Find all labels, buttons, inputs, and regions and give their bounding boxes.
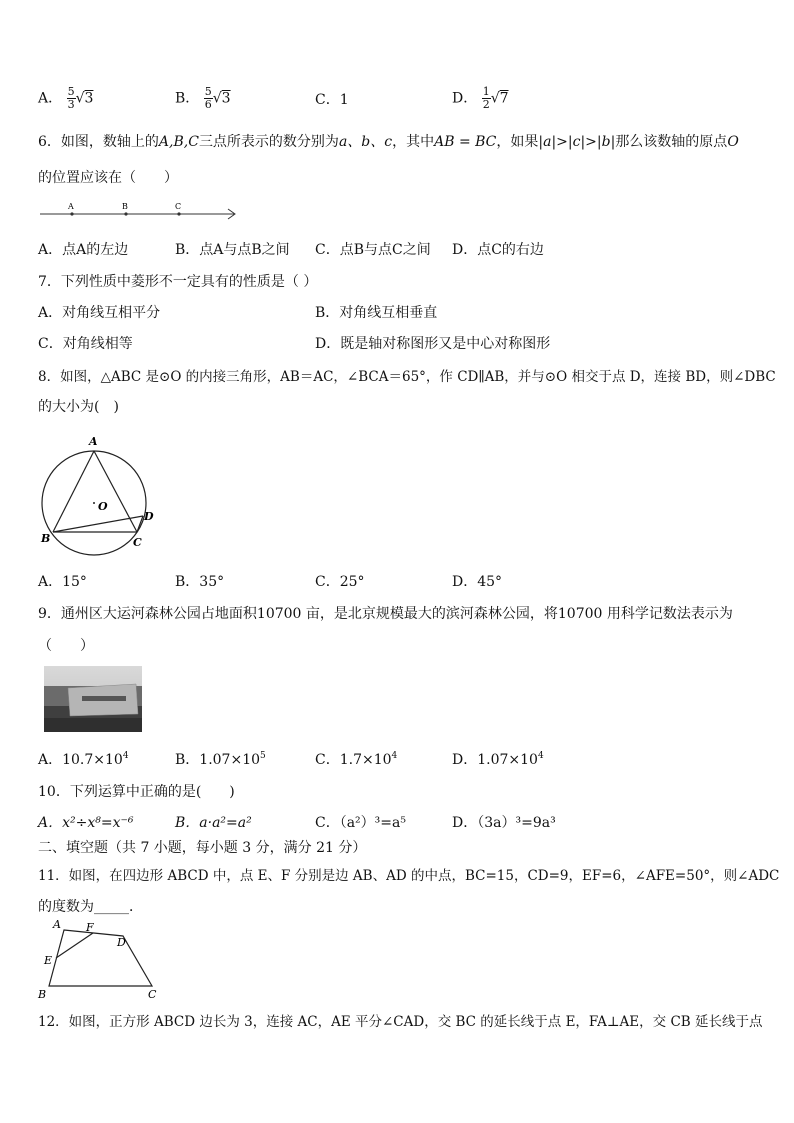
q11-stem-line2: 的度数为_____．	[38, 899, 143, 915]
q9-option-a: A．$10.7\times 10^4$	[38, 751, 129, 768]
q10-option-a: A．x²÷x⁸=x⁻⁶	[38, 815, 134, 831]
q10-stem: 10．下列运算中正确的是( )	[38, 784, 235, 800]
q7-stem: 7．下列性质中菱形不一定具有的性质是（ ）	[38, 274, 318, 290]
q9-stem-line2: （ ）	[38, 638, 94, 654]
q8-option-c: C．25°	[315, 574, 365, 590]
axis-label-c: C	[175, 202, 182, 211]
q11-stem-line1: 11．如图，在四边形 ABCD 中，点 E、F 分别是边 AB、AD 的中点，BC=15，CD=9，EF=6，∠AFE=50°，则∠ADC	[38, 868, 780, 884]
q12-stem-line1: 12．如图，正方形 ABCD 边长为 3，连接 AC，AE 平分∠CAD，交 BC 的延长线于点 E，FA⊥AE，交 CB 延长线于点	[38, 1014, 763, 1030]
label-d: D	[144, 510, 154, 523]
q8-option-b: B．35°	[175, 574, 225, 590]
q10-option-c: C．（a²）³=a⁵	[315, 815, 406, 831]
point-a-dot	[70, 212, 73, 215]
q8-option-a: A．15°	[38, 574, 87, 590]
label-a: A	[89, 435, 98, 448]
q9-option-d: D．$1.07\times 10^4$	[452, 751, 544, 768]
q8-stem-line1: 8．如图，△ABC 是⊙O 的内接三角形，AB＝AC，∠BCA＝65°，作 CD∥AB，并与⊙O 相交于点 D，连接 BD，则∠DBC	[38, 369, 776, 385]
q6-option-a: A．点A的左边	[38, 242, 129, 258]
q7-option-d: D．既是轴对称图形又是中心对称图形	[315, 336, 551, 352]
q7-option-b: B．对角线互相垂直	[315, 305, 438, 321]
section-heading: 二、填空题（共 7 小题，每小题 3 分，满分 21 分）	[38, 840, 367, 856]
axis-label-a: A	[68, 202, 74, 211]
q8-option-d: D．45°	[452, 574, 503, 590]
label-b: B	[38, 988, 47, 1001]
q7-option-c: C．对角线相等	[38, 336, 133, 352]
q6-stem-line1: 6．如图，数轴上的A,B,C三点所表示的数分别为a、b、c，其中AB = BC，如果|a|>|c|>|b|那么该数轴的原点O	[38, 134, 739, 150]
q6-option-d: D．点C的右边	[452, 242, 544, 258]
circle-triangle-figure	[38, 430, 163, 550]
label-f: F	[86, 921, 94, 934]
label-c: C	[133, 536, 142, 549]
q5-option-c: C．1	[315, 92, 349, 108]
q9-stem-line1: 9．通州区大运河森林公园占地面积10700 亩，是北京规模最大的滨河森林公园，将10700 用科学记数法表示为	[38, 606, 733, 622]
q8-stem-line2: 的大小为( )	[38, 399, 119, 415]
q5-option-d: D． $\frac{1}{2}$ √7	[452, 85, 509, 111]
q10-option-b: B．a·a²=a²	[175, 815, 252, 831]
label-o: O	[98, 500, 108, 513]
point-b-dot	[124, 212, 127, 215]
q5-option-b: B． $\frac{5}{6}$ √3	[175, 85, 231, 111]
point-c-dot	[177, 212, 180, 215]
q7-option-a: A．对角线互相平分	[38, 305, 161, 321]
q9-option-c: C．$1.7\times 10^4$	[315, 751, 398, 768]
q5-option-a: A． $\frac{5}{3}$ √3	[38, 85, 94, 111]
label-c: C	[148, 988, 157, 1001]
quadrilateral-figure	[38, 918, 168, 1004]
q6-option-b: B．点A与点B之间	[175, 242, 290, 258]
q6-option-c: C．点B与点C之间	[315, 242, 431, 258]
axis-label-b: B	[122, 202, 128, 211]
label-b: B	[41, 532, 51, 545]
label-a: A	[53, 918, 61, 931]
park-photo	[44, 666, 142, 732]
number-line-figure	[38, 198, 243, 222]
q9-option-b: B．$1.07\times 10^5$	[175, 751, 266, 768]
label-e: E	[44, 954, 53, 967]
label-d: D	[117, 936, 126, 949]
q10-option-d: D．（3a）³=9a³	[452, 815, 556, 831]
q6-stem-line2: 的位置应该在（ ）	[38, 170, 178, 186]
